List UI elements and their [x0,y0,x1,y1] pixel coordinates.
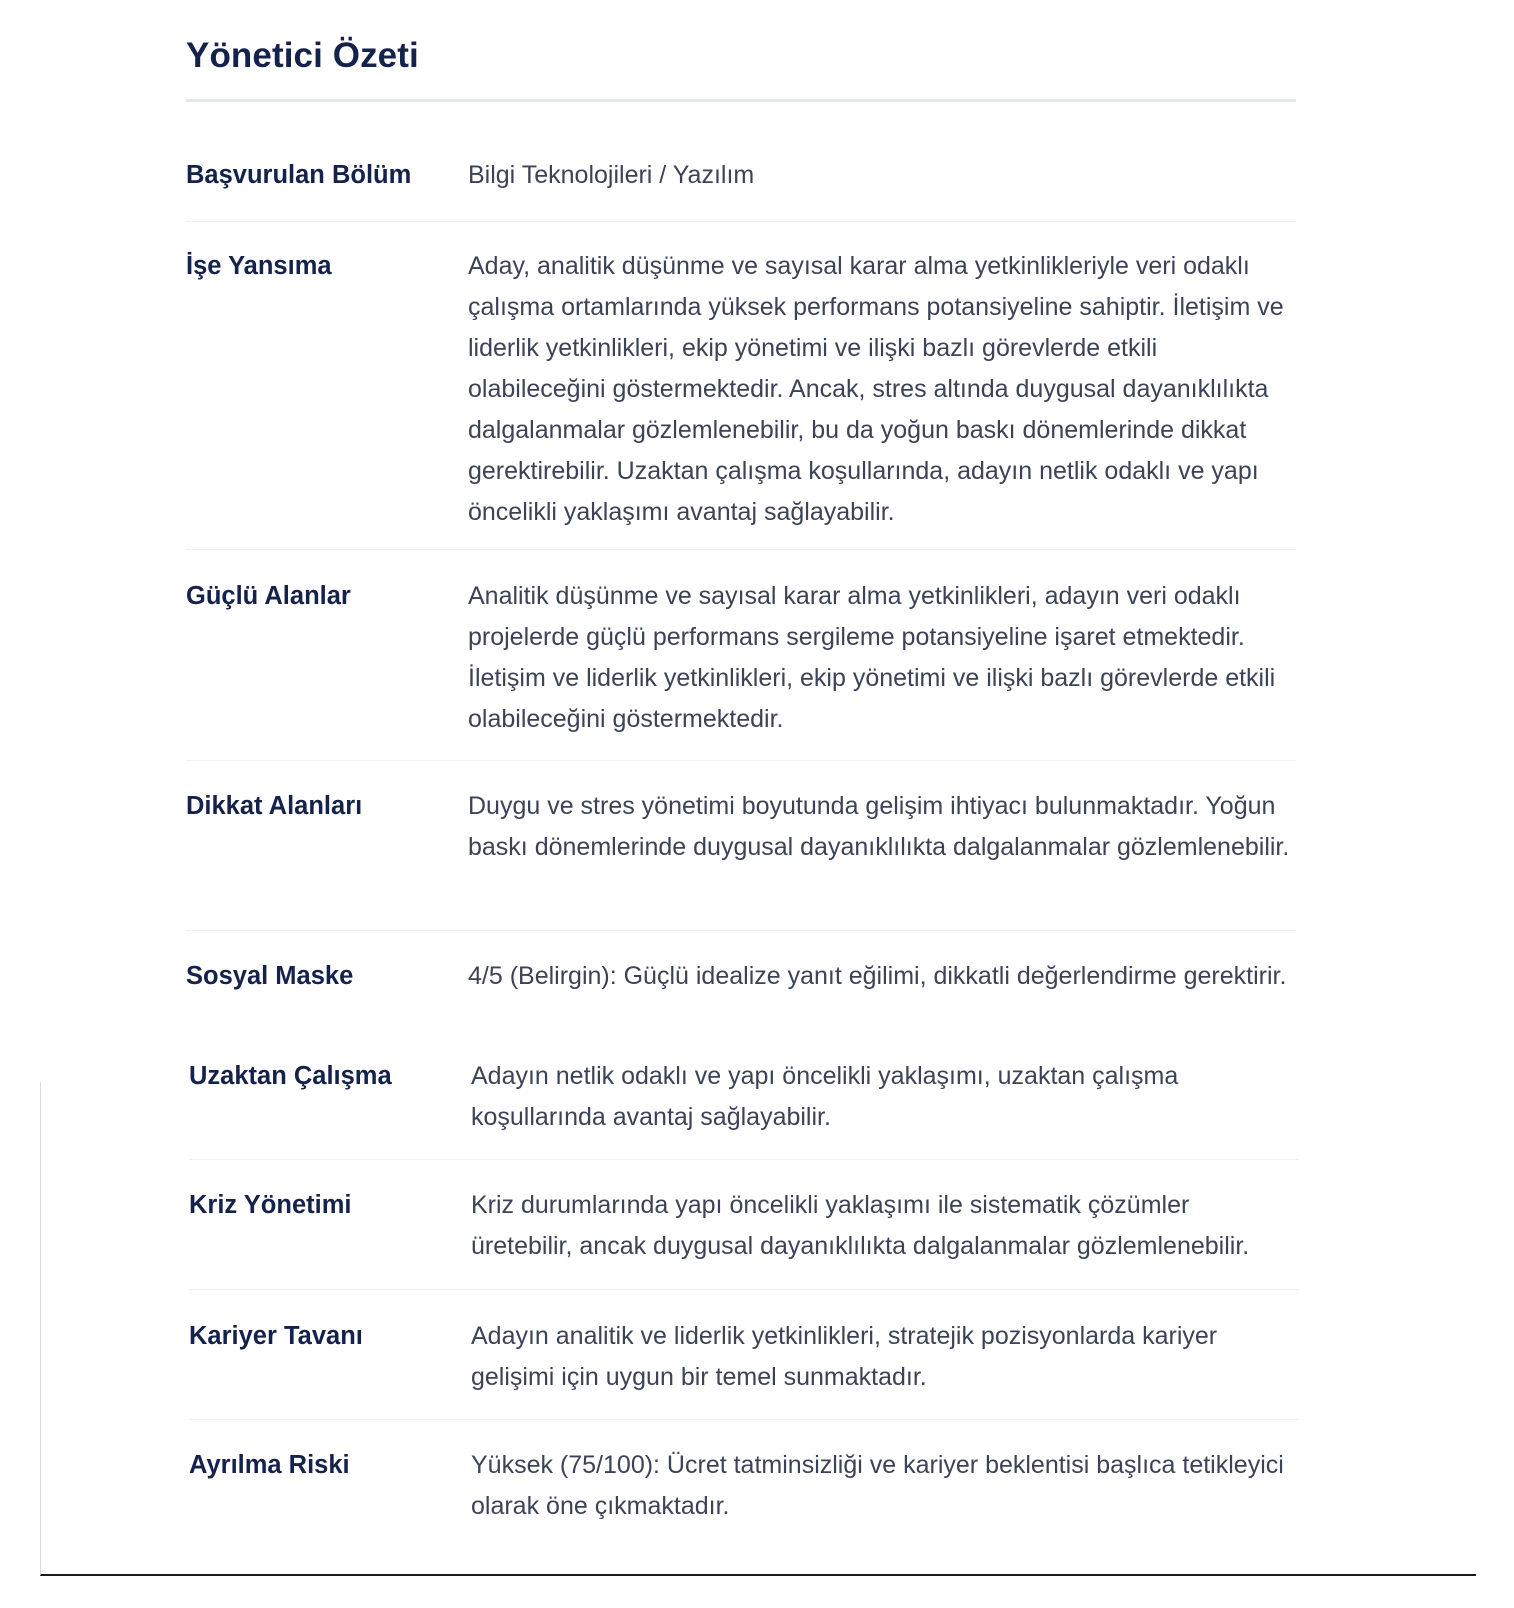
row-label: Ayrılma Riski [189,1451,350,1479]
title-divider [186,99,1296,102]
row-label: Uzaktan Çalışma [189,1062,392,1090]
row-label: Başvurulan Bölüm [186,161,412,189]
summary-row-career-ceiling [189,1316,1299,1420]
row-value: Kriz durumlarında yapı öncelikli yaklaşımı ile sistematik çözümler üretebilir, ancak duygusal dayanıklılıkta dalgalanmalar gözlemlenebilir. [471,1191,1250,1260]
row-value: Aday, analitik düşünme ve sayısal karar alma yetkinlikleriyle veri odaklı çalışma ortamlarında yüksek performans potansiyeline sahiptir. İletişim ve liderlik yetkinlikleri, ekip yönetimi ve ilişki bazlı görevlerde etkili olabileceğini göstermektedir. Ancak, stres altında duygusal dayanıklılıkta dalgalanmalar gözlemlenebilir, bu da yoğun baskı dönemlerinde dikkat gerektirebilir. Uzaktan çalışma koşullarında, adayın netlik odaklı ve yapı öncelikli yaklaşımı avantaj sağlayabilir. [468,252,1284,526]
summary-row-attrition-risk [189,1445,1299,1545]
row-label: Kriz Yönetimi [189,1191,352,1219]
page-title: Yönetici Özeti [186,36,419,75]
row-label: Sosyal Maske [186,962,354,990]
summary-row-job-reflection [186,246,1296,550]
row-value: Duygu ve stres yönetimi boyutunda gelişim ihtiyacı bulunmaktadır. Yoğun baskı dönemlerinde duygusal dayanıklılıkta dalgalanmalar gözlemlenebilir. [468,792,1290,861]
row-label: Kariyer Tavanı [189,1322,363,1350]
row-value: Analitik düşünme ve sayısal karar alma yetkinlikleri, adayın veri odaklı projelerde güçlü performans sergileme potansiyeline işaret etmektedir. İletişim ve liderlik yetkinlikleri, ekip yönetimi ve ilişki bazlı görevlerde etkili olabileceğini göstermektedir. [468,582,1276,733]
row-value: Yüksek (75/100): Ücret tatminsizliği ve kariyer beklentisi başlıca tetikleyici olarak öne çıkmaktadır. [471,1451,1284,1520]
summary-row-crisis-management [189,1185,1299,1290]
summary-row-strengths [186,576,1296,761]
summary-row-social-mask [186,956,1296,1046]
report-page [40,0,1476,1576]
row-label: Güçlü Alanlar [186,582,351,610]
row-label: Dikkat Alanları [186,792,363,820]
row-value: Adayın analitik ve liderlik yetkinlikleri, stratejik pozisyonlarda kariyer gelişimi için uygun bir temel sunmaktadır. [471,1322,1218,1391]
summary-section-bottom [40,1062,1476,1576]
summary-row-remote-work [189,1056,1299,1160]
row-value: Bilgi Teknolojileri / Yazılım [468,161,755,189]
row-label: İşe Yansıma [186,252,332,280]
row-value: 4/5 (Belirgin): Güçlü idealize yanıt eğilimi, dikkatli değerlendirme gerektirir. [468,962,1287,990]
summary-row-attention-areas [186,786,1296,931]
summary-section-top [40,0,1476,1082]
row-value: Adayın netlik odaklı ve yapı öncelikli yaklaşımı, uzaktan çalışma koşullarında avantaj sağlayabilir. [471,1062,1179,1131]
summary-row-department [186,155,1296,222]
